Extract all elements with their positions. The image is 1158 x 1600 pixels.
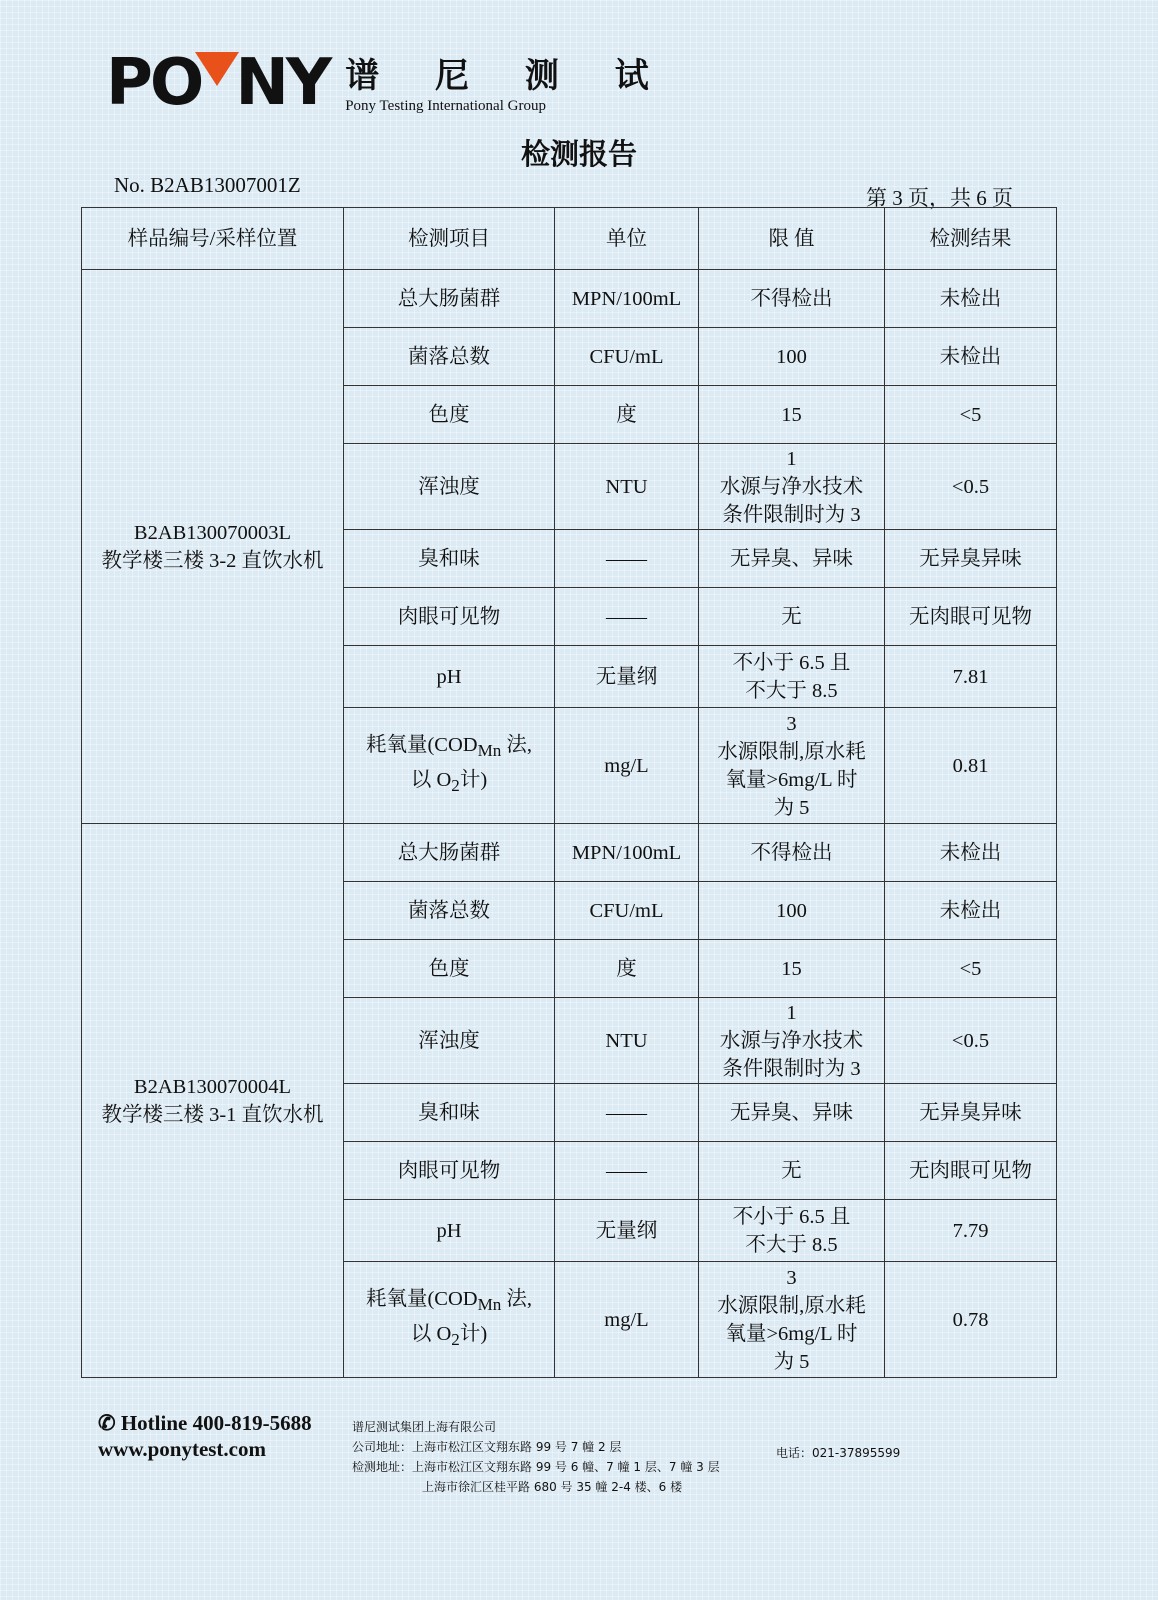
limit-cell — [699, 530, 885, 588]
item-name-sub: Mn — [477, 1295, 502, 1315]
limit-line: 为 5 — [773, 796, 810, 819]
footer-phone: 电话：021-37895599 — [776, 1446, 901, 1460]
unit-cell: 无量纲 — [555, 646, 699, 708]
result-cell: <0.5 — [885, 998, 1057, 1084]
header-item: 检测项目 — [344, 208, 555, 270]
item-name: 臭和味 — [418, 547, 480, 570]
header-sample: 样品编号/采样位置 — [82, 208, 344, 270]
company-logo — [106, 46, 671, 120]
header-unit: 单位 — [555, 208, 699, 270]
item-cell — [344, 708, 555, 824]
unit-cell: CFU/mL — [555, 328, 699, 386]
item-line2-a: 以 O — [410, 768, 452, 791]
limit-cell — [699, 386, 885, 444]
item-name: pH — [436, 1219, 462, 1242]
results-table — [81, 207, 1057, 1378]
page-indicator: 第 3 页，共 6 页 — [866, 186, 1013, 210]
limit-line: 不大于 8.5 — [745, 679, 838, 702]
limit-line: 100 — [776, 899, 807, 922]
logo-triangle-icon — [195, 52, 239, 86]
limit-line: 不小于 6.5 且 — [732, 1205, 851, 1228]
logo-chinese-name: 谱 尼 测 试 — [345, 56, 671, 96]
limit-cell — [699, 588, 885, 646]
hotline-text: ✆ Hotline 400-819-5688 — [98, 1411, 312, 1435]
limit-cell — [699, 882, 885, 940]
item-name — [348, 1285, 550, 1319]
sample-location: 教学楼三楼 3-1 直饮水机 — [101, 1103, 324, 1126]
item-cell — [344, 824, 555, 882]
header-limit: 限 值 — [699, 208, 885, 270]
unit-cell: —— — [555, 588, 699, 646]
company-address: 公司地址：上海市松江区文翔东路 99 号 7 幢 2 层 — [352, 1440, 622, 1454]
item-name: 总大肠菌群 — [397, 287, 501, 310]
result-cell: 7.81 — [885, 646, 1057, 708]
limit-cell — [699, 1262, 885, 1378]
item-name-main: 耗氧量(COD — [365, 734, 478, 757]
item-name: 色度 — [428, 957, 470, 980]
table-header-row — [82, 208, 1057, 270]
item-name: 浑浊度 — [418, 1029, 480, 1052]
result-cell: <5 — [885, 386, 1057, 444]
item-name: 肉眼可见物 — [397, 605, 501, 628]
result-cell: 无异臭异味 — [885, 1084, 1057, 1142]
test-address-2: 上海市徐汇区桂平路 680 号 35 幢 2-4 楼、6 楼 — [422, 1480, 683, 1494]
limit-line: 条件限制时为 3 — [722, 1057, 861, 1080]
limit-line: 无异臭、异味 — [730, 1101, 853, 1124]
sample-cell — [82, 824, 344, 1378]
item-cell — [344, 530, 555, 588]
item-cell — [344, 386, 555, 444]
item-name: 菌落总数 — [408, 899, 490, 922]
item-cell — [344, 998, 555, 1084]
result-cell: 7.79 — [885, 1200, 1057, 1262]
header-result: 检测结果 — [885, 208, 1057, 270]
item-name-tail: 法, — [501, 1288, 533, 1311]
item-name: 浑浊度 — [418, 475, 480, 498]
limit-cell — [699, 270, 885, 328]
limit-cell — [699, 1142, 885, 1200]
sample-cell — [82, 270, 344, 824]
limit-line: 15 — [781, 957, 802, 980]
item-name-line2 — [348, 1320, 550, 1354]
item-name: 总大肠菌群 — [397, 841, 501, 864]
unit-cell: —— — [555, 530, 699, 588]
limit-line: 无 — [781, 1159, 802, 1182]
limit-line: 1 — [786, 1001, 797, 1024]
unit-cell: NTU — [555, 444, 699, 530]
limit-cell — [699, 824, 885, 882]
item-cell — [344, 588, 555, 646]
table-row — [82, 270, 1057, 328]
unit-cell: 无量纲 — [555, 1200, 699, 1262]
item-name: pH — [436, 665, 462, 688]
unit-cell: 度 — [555, 940, 699, 998]
limit-line: 水源与净水技术 — [719, 1029, 864, 1052]
item-name: 色度 — [428, 403, 470, 426]
result-cell: 无肉眼可见物 — [885, 588, 1057, 646]
item-cell — [344, 270, 555, 328]
result-cell: <5 — [885, 940, 1057, 998]
item-name: 菌落总数 — [408, 345, 490, 368]
item-name-tail: 法, — [501, 734, 533, 757]
item-line2-b: 计) — [459, 768, 488, 791]
limit-line: 水源限制,原水耗 — [717, 740, 866, 763]
sample-id: B2AB130070003L — [133, 521, 292, 544]
limit-cell — [699, 708, 885, 824]
item-name-main: 耗氧量(COD — [365, 1288, 478, 1311]
limit-line: 氧量>6mg/L 时 — [725, 1322, 858, 1345]
footer-addresses — [352, 1417, 720, 1497]
unit-cell: —— — [555, 1142, 699, 1200]
footer-contact — [98, 1410, 312, 1462]
limit-cell — [699, 328, 885, 386]
item-cell — [344, 940, 555, 998]
unit-cell: NTU — [555, 998, 699, 1084]
result-cell: 无肉眼可见物 — [885, 1142, 1057, 1200]
item-line2-sub: 2 — [451, 1329, 460, 1349]
item-cell — [344, 1200, 555, 1262]
limit-cell — [699, 1084, 885, 1142]
result-cell: <0.5 — [885, 444, 1057, 530]
company-name: 谱尼测试集团上海有限公司 — [352, 1420, 497, 1434]
logo-wordmark: PO NY — [106, 46, 330, 120]
limit-line: 不得检出 — [750, 841, 833, 864]
limit-line: 为 5 — [773, 1350, 810, 1373]
limit-line: 水源与净水技术 — [719, 475, 864, 498]
limit-line: 无异臭、异味 — [730, 547, 853, 570]
report-number: No. B2AB13007001Z — [114, 173, 301, 197]
logo-english-name: Pony Testing International Group — [345, 98, 546, 114]
limit-line: 1 — [786, 447, 797, 470]
limit-line: 不大于 8.5 — [745, 1233, 838, 1256]
item-cell — [344, 646, 555, 708]
item-name: 臭和味 — [418, 1101, 480, 1124]
website-link[interactable]: www.ponytest.com — [98, 1437, 266, 1461]
limit-line: 不小于 6.5 且 — [732, 651, 851, 674]
sample-id: B2AB130070004L — [133, 1075, 292, 1098]
result-cell: 0.81 — [885, 708, 1057, 824]
item-line2-a: 以 O — [410, 1322, 452, 1345]
item-cell — [344, 328, 555, 386]
result-cell: 未检出 — [885, 328, 1057, 386]
limit-line: 条件限制时为 3 — [722, 503, 861, 526]
unit-cell: —— — [555, 1084, 699, 1142]
item-name: 肉眼可见物 — [397, 1159, 501, 1182]
limit-cell — [699, 940, 885, 998]
result-cell: 无异臭异味 — [885, 530, 1057, 588]
unit-cell: CFU/mL — [555, 882, 699, 940]
item-cell — [344, 1084, 555, 1142]
table-row — [82, 824, 1057, 882]
limit-cell — [699, 444, 885, 530]
limit-line: 氧量>6mg/L 时 — [725, 768, 858, 791]
limit-cell — [699, 1200, 885, 1262]
unit-cell: 度 — [555, 386, 699, 444]
item-cell — [344, 1262, 555, 1378]
limit-line: 水源限制,原水耗 — [717, 1294, 866, 1317]
item-line2-b: 计) — [459, 1322, 488, 1345]
report-title: 检测报告 — [520, 137, 637, 171]
result-cell: 0.78 — [885, 1262, 1057, 1378]
result-cell: 未检出 — [885, 882, 1057, 940]
unit-cell: MPN/100mL — [555, 824, 699, 882]
item-cell — [344, 1142, 555, 1200]
unit-cell: mg/L — [555, 1262, 699, 1378]
limit-cell — [699, 646, 885, 708]
item-line2-sub: 2 — [451, 775, 460, 795]
limit-line: 无 — [781, 605, 802, 628]
item-name-line2 — [348, 766, 550, 800]
item-cell — [344, 444, 555, 530]
item-cell — [344, 882, 555, 940]
limit-line: 15 — [781, 403, 802, 426]
item-name — [348, 731, 550, 765]
unit-cell: MPN/100mL — [555, 270, 699, 328]
item-name-sub: Mn — [477, 741, 502, 761]
limit-line: 3 — [786, 1266, 797, 1289]
limit-line: 不得检出 — [750, 287, 833, 310]
result-cell: 未检出 — [885, 270, 1057, 328]
result-cell: 未检出 — [885, 824, 1057, 882]
test-address-1: 检测地址：上海市松江区文翔东路 99 号 6 幢、7 幢 1 层、7 幢 3 层 — [352, 1460, 720, 1474]
limit-line: 3 — [786, 712, 797, 735]
limit-line: 100 — [776, 345, 807, 368]
sample-location: 教学楼三楼 3-2 直饮水机 — [101, 549, 324, 572]
unit-cell: mg/L — [555, 708, 699, 824]
limit-cell — [699, 998, 885, 1084]
